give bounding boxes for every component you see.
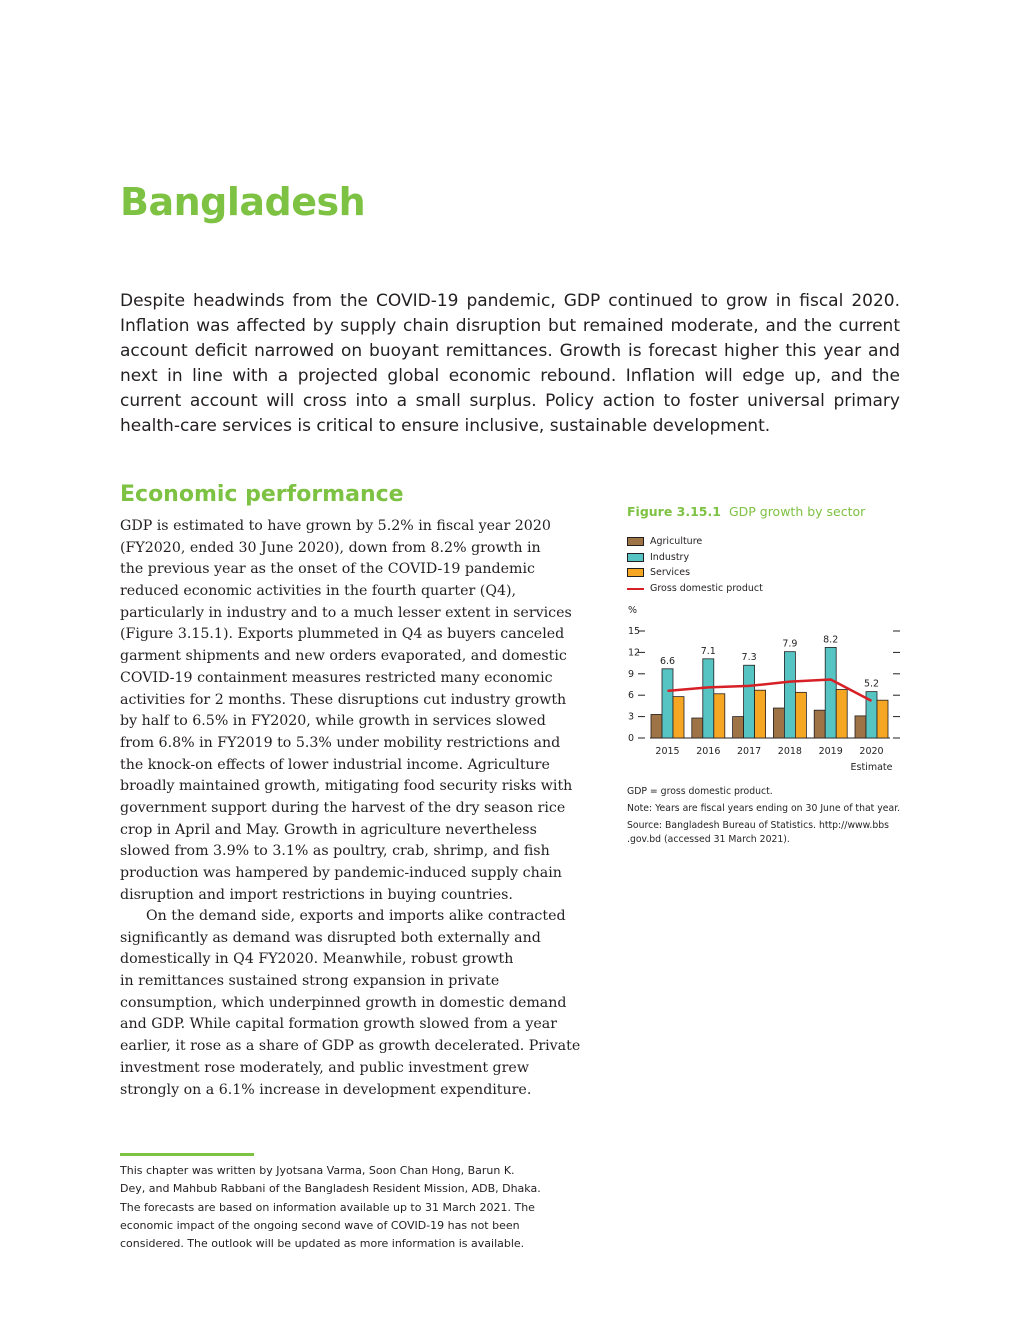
- data-label: 5.2: [863, 678, 880, 690]
- x-tick-label: 2016: [696, 746, 721, 757]
- body-text-line: domestically in Q4 FY2020. Meanwhile, robust growth: [120, 951, 514, 968]
- data-label: 7.1: [700, 645, 716, 657]
- body-text-line: garment shipments and new orders evaporated, and domestic: [120, 648, 567, 665]
- legend-item-industry: [627, 550, 763, 566]
- y-tick-label: 3: [628, 711, 635, 723]
- body-text-line: and GDP. While capital formation growth slowed from a year: [120, 1016, 557, 1033]
- footnote-line: considered. The outlook will be updated as more information is available.: [120, 1237, 525, 1251]
- legend-swatch-services: [627, 568, 644, 577]
- data-label: 7.3: [741, 652, 757, 664]
- figure-note-line: Source: Bangladesh Bureau of Statistics. http://www.bbs: [627, 820, 889, 831]
- body-text-line: (FY2020, ended 30 June 2020), down from 8.2% growth in: [120, 539, 541, 556]
- legend-item-gdp: [627, 581, 763, 597]
- body-text-line: in remittances sustained strong expansion in private: [120, 973, 500, 990]
- bar-agriculture: [855, 716, 866, 738]
- bar-agriculture: [651, 714, 662, 738]
- legend-label-services: Services: [650, 567, 691, 579]
- footnote-line: This chapter was written by Jyotsana Varma, Soon Chan Hong, Barun K.: [120, 1164, 515, 1177]
- body-text-line: strongly on a 6.1% increase in development expenditure.: [120, 1081, 532, 1098]
- legend-label-agriculture: Agriculture: [650, 536, 703, 548]
- legend-label-industry: Industry: [650, 551, 690, 563]
- figure-notes: [627, 785, 917, 850]
- figure-note: [627, 802, 917, 816]
- body-text-line: earlier, it rose as a share of GDP as growth decelerated. Private: [120, 1038, 581, 1055]
- data-label: 8.2: [823, 634, 839, 646]
- y-axis-unit: %: [628, 605, 638, 616]
- body-text-line: disruption and import restrictions in buying countries.: [120, 886, 513, 903]
- figure-note-line: Note: Years are fiscal years ending on 30 June of that year.: [627, 803, 901, 814]
- body-text-line: slowed from 3.9% to 3.1% as poultry, crab, shrimp, and fish: [120, 843, 550, 860]
- footnote-line: The forecasts are based on information available up to 31 March 2021. The: [120, 1200, 535, 1214]
- bar-services: [795, 692, 806, 738]
- chart-legend: [627, 534, 763, 596]
- body-text-line: activities for 2 months. These disruptions cut industry growth: [120, 691, 567, 708]
- legend-swatch-industry: [627, 553, 644, 562]
- legend-swatch-agriculture: [627, 537, 644, 546]
- body-text-line: broadly maintained growth, mitigating food security risks with: [120, 778, 573, 795]
- body-text-line: production was hampered by pandemic-induced supply chain: [120, 865, 562, 881]
- bar-agriculture: [814, 710, 825, 738]
- x-tick-label: 2015: [655, 746, 680, 757]
- x-sublabel: Estimate: [850, 762, 893, 773]
- x-tick-label: 2019: [818, 746, 843, 757]
- body-text-line: GDP is estimated to have grown by 5.2% in fiscal year 2020: [120, 518, 551, 534]
- figure-number: Figure 3.15.1: [627, 504, 721, 519]
- body-text-line: investment rose moderately, and public investment grew: [120, 1059, 529, 1076]
- body-text-line: the knock-on effects of lower industrial income. Agriculture: [120, 756, 550, 773]
- figure-note-line: .gov.bd (accessed 31 March 2021).: [627, 834, 790, 845]
- legend-swatch-gdp: [627, 588, 644, 590]
- footnote: [120, 1162, 590, 1253]
- bar-industry: [744, 665, 755, 738]
- body-paragraph-2: [120, 906, 584, 1101]
- x-tick-label: 2018: [777, 746, 802, 757]
- body-text-line: reduced economic activities in the fourth quarter (Q4),: [120, 583, 517, 600]
- legend-item-services: [627, 565, 763, 581]
- footnote-line: Dey, and Mahbub Rabbani of the Bangladesh Resident Mission, ADB, Dhaka.: [120, 1182, 541, 1196]
- body-text-line: On the demand side, exports and imports alike contracted: [146, 908, 566, 924]
- y-tick-label: 6: [628, 690, 635, 702]
- legend-label-gdp: Gross domestic product: [650, 583, 763, 595]
- figure-note: [627, 785, 917, 799]
- y-tick-label: 9: [628, 668, 635, 680]
- body-text-line: COVID-19 containment measures restricted many economic: [120, 669, 553, 686]
- figure-caption: GDP growth by sector: [728, 504, 866, 519]
- bar-industry: [825, 647, 836, 738]
- bar-services: [714, 694, 725, 738]
- body-text-line: from 6.8% in FY2019 to 5.3% under mobility restrictions and: [120, 734, 561, 751]
- body-text-line: crop in April and May. Growth in agriculture nevertheless: [120, 821, 537, 838]
- section-heading: Economic performance: [120, 482, 404, 507]
- y-tick-label: 0: [628, 733, 635, 744]
- body-text-line: by half to 6.5% in FY2020, while growth in services slowed: [120, 713, 546, 730]
- bar-services: [836, 689, 847, 738]
- data-label: 7.9: [782, 638, 798, 650]
- bar-services: [755, 690, 766, 738]
- data-label: 6.6: [659, 655, 676, 667]
- bar-agriculture: [692, 718, 703, 738]
- bar-agriculture: [773, 708, 784, 738]
- bar-industry: [784, 652, 795, 738]
- body-text-line: government support during the harvest of the dry season rice: [120, 799, 566, 816]
- body-text-line: significantly as demand was disrupted both externally and: [120, 929, 541, 946]
- bar-industry: [662, 669, 673, 738]
- x-tick-label: 2020: [859, 746, 884, 757]
- legend-item-agriculture: [627, 534, 763, 550]
- body-text-line: particularly in industry and to a much lesser extent in services: [120, 604, 572, 621]
- bar-services: [673, 697, 684, 738]
- body-text-line: (Figure 3.15.1). Exports plummeted in Q4 as buyers canceled: [120, 626, 565, 643]
- figure-note-line: GDP = gross domestic product.: [627, 786, 773, 797]
- summary-paragraph: Despite headwinds from the COVID-19 pandemic, GDP continued to grow in fiscal 2020. Inflation was affected by supply chain disruption but remained moderate, and the current account deficit narrowed on buoyant remittances. Growth is forecast higher this year and next in line with a projected global economic rebound. Inflation will edge up, and the current account will cross into a small surplus. Policy action to foster universal primary health-care services is critical to ensure inclusive, sustainable development.: [120, 291, 900, 436]
- figure-note: [627, 819, 917, 847]
- bar-agriculture: [733, 717, 744, 738]
- body-text-line: consumption, which underpinned growth in domestic demand: [120, 994, 567, 1011]
- y-tick-label: 15: [628, 626, 641, 637]
- gdp-growth-chart: [620, 600, 910, 780]
- x-tick-label: 2017: [737, 746, 762, 757]
- footnote-line: economic impact of the ongoing second wave of COVID-19 has not been: [120, 1218, 520, 1232]
- bar-services: [877, 700, 888, 738]
- footnote-divider: [120, 1153, 254, 1156]
- y-tick-label: 12: [628, 647, 641, 659]
- figure-title: [627, 504, 865, 519]
- bar-industry: [703, 659, 714, 738]
- body-paragraph-1: [120, 516, 584, 906]
- body-text-line: the previous year as the onset of the COVID-19 pandemic: [120, 561, 535, 578]
- page-title: Bangladesh: [120, 180, 366, 224]
